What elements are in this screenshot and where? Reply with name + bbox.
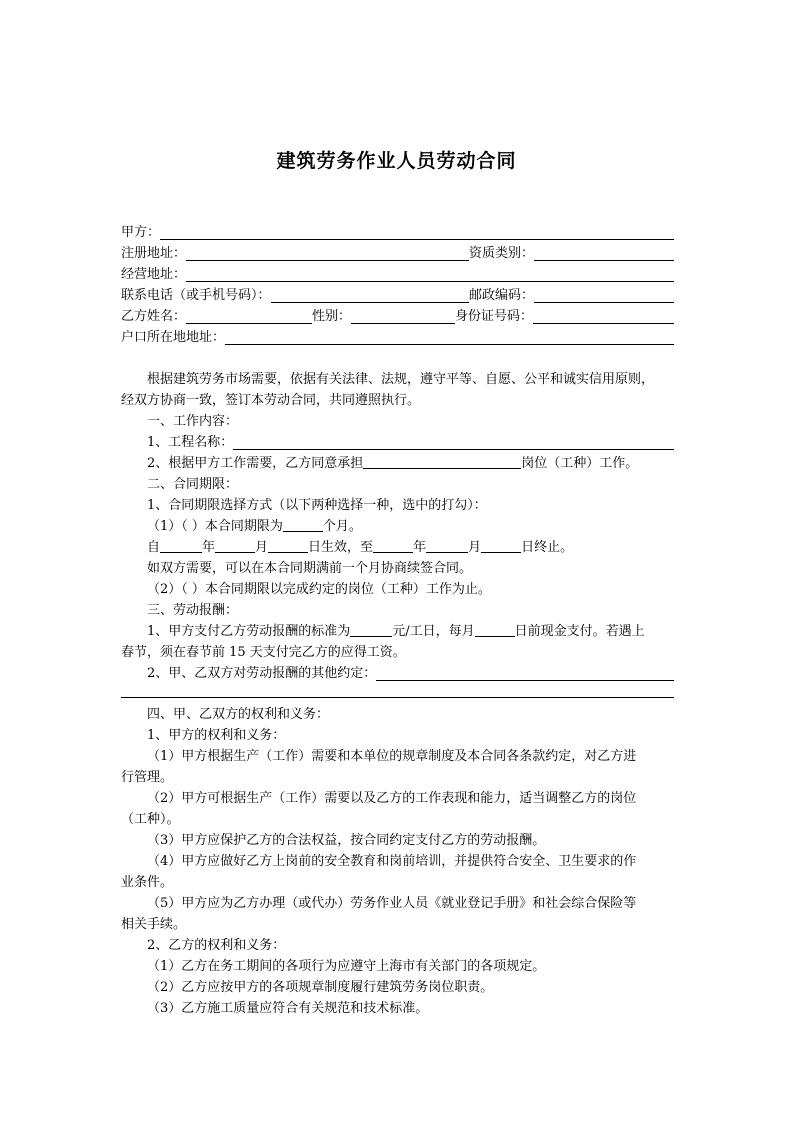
op-address-row	[121, 264, 674, 285]
pay-day-blank[interactable]	[475, 621, 515, 637]
b-clause-1: （1）乙方在务工期间的各项行为应遵守上海市有关部门的各项规定。	[147, 959, 546, 974]
page-title: 建筑劳务作业人员劳动合同	[276, 150, 517, 172]
pay-text-c: 日前现金支付。若遇上	[514, 624, 645, 639]
months-unit: 个月。	[322, 519, 362, 534]
a-clause-5-line-1: （5）甲方应为乙方办理（或代办）劳务作业人员《就业登记手册》和社会综合保险等	[147, 896, 637, 911]
from-label: 自	[147, 540, 161, 555]
pay-standard-row	[121, 621, 674, 642]
qualification-blank[interactable]	[534, 245, 674, 261]
postcode-label: 邮政编码：	[468, 288, 534, 303]
gender-label: 性别：	[312, 309, 352, 324]
section-4-heading: 四、甲、乙双方的权利和义务：	[147, 707, 330, 722]
term-option-2: （2）（ ）本合同期限以完成约定的岗位（工种）工作为止。	[147, 582, 491, 597]
post-row	[121, 453, 674, 474]
party-b-name-label: 乙方姓名：	[121, 309, 187, 324]
a-clause-1-line-2: 行管理。	[121, 770, 174, 785]
term-method: 1、合同期限选择方式（以下两种选择一种，选中的打勾）：	[147, 498, 487, 513]
pay-other-blank[interactable]	[376, 665, 674, 681]
reg-address-blank[interactable]	[186, 245, 469, 261]
reg-address-label: 注册地址：	[121, 246, 187, 261]
end-day-blank[interactable]	[481, 537, 521, 553]
pay-other-blank-line-2[interactable]	[121, 697, 674, 698]
start-year-blank[interactable]	[160, 537, 202, 553]
project-name-label: 1、工程名称：	[147, 435, 234, 450]
phone-row	[121, 285, 674, 306]
hukou-blank[interactable]	[225, 329, 674, 345]
postcode-blank[interactable]	[534, 287, 674, 303]
a-clause-4-line-2: 业条件。	[121, 875, 174, 890]
qualification-label: 资质类别：	[468, 246, 534, 261]
party-a-field	[121, 222, 674, 243]
party-a-blank[interactable]	[160, 224, 674, 240]
intro-line-1: 根据建筑劳务市场需要，依据有关法律、法规，遵守平等、自愿、公平和诚实信用原则，	[147, 372, 655, 387]
end-year-blank[interactable]	[373, 537, 413, 553]
end-label: 日终止。	[521, 540, 574, 555]
start-day-blank[interactable]	[268, 537, 308, 553]
year-label-1: 年	[202, 540, 216, 555]
post-text-a: 2、根据甲方工作需要，乙方同意承担	[147, 456, 364, 471]
a-clause-5-line-2: 相关手续。	[121, 917, 187, 932]
hukou-row	[121, 327, 674, 348]
start-month-blank[interactable]	[215, 537, 255, 553]
id-blank[interactable]	[533, 308, 674, 324]
a-clause-3: （3）甲方应保护乙方的合法权益，按合同约定支付乙方的劳动报酬。	[147, 833, 546, 848]
party-b-rights-heading: 2、乙方的权利和义务：	[147, 938, 286, 953]
term-option-1-text: （1）（ ）本合同期限为	[147, 519, 283, 534]
year-label-2: 年	[413, 540, 427, 555]
pay-other-label: 2、甲、乙双方对劳动报酬的其他约定：	[147, 666, 377, 681]
pay-standard-row-2: 春节，须在春节前 15 天支付完乙方的应得工资。	[121, 645, 406, 660]
a-clause-2-line-2: （工种）。	[121, 812, 180, 827]
post-blank[interactable]	[363, 453, 521, 469]
month-label-1: 月	[255, 540, 269, 555]
term-option-1	[121, 516, 674, 537]
a-clause-1-line-1: （1）甲方根据生产（工作）需要和本单位的规章制度及本合同各条款约定，对乙方进	[147, 749, 637, 764]
months-blank[interactable]	[283, 516, 323, 532]
gender-blank[interactable]	[351, 308, 455, 324]
post-text-b: 岗位（工种）工作。	[521, 456, 639, 471]
a-clause-2-line-1: （2）甲方可根据生产（工作）需要以及乙方的工作表现和能力，适当调整乙方的岗位	[147, 791, 637, 806]
id-label: 身份证号码：	[455, 309, 534, 324]
intro-line-2: 经双方协商一致，签订本劳动合同，共同遵照执行。	[121, 393, 421, 408]
project-name-row	[121, 432, 674, 453]
op-address-label: 经营地址：	[121, 267, 187, 282]
end-month-blank[interactable]	[426, 537, 468, 553]
party-b-name-blank[interactable]	[186, 308, 312, 324]
b-clause-2: （2）乙方应按甲方的各项规章制度履行建筑劳务岗位职责。	[147, 980, 494, 995]
b-clause-3: （3）乙方施工质量应符合有关规范和技术标准。	[147, 1001, 429, 1016]
phone-label: 联系电话（或手机号码）：	[121, 288, 271, 303]
section-3-heading: 三、劳动报酬：	[147, 603, 239, 618]
pay-other-row	[121, 663, 674, 684]
reg-address-row	[121, 243, 674, 264]
section-2-heading: 二、合同期限：	[147, 477, 239, 492]
pay-text-a: 1、甲方支付乙方劳动报酬的标准为	[147, 624, 351, 639]
party-a-label: 甲方：	[121, 225, 161, 240]
section-1-heading: 一、工作内容：	[147, 414, 239, 429]
party-b-row	[121, 306, 674, 327]
project-name-blank[interactable]	[233, 434, 674, 450]
date-range-row	[121, 537, 674, 558]
hukou-label: 户口所在地地址：	[121, 330, 226, 345]
op-address-blank[interactable]	[186, 266, 674, 282]
month-label-2: 月	[468, 540, 482, 555]
party-a-rights-heading: 1、甲方的权利和义务：	[147, 728, 286, 743]
phone-blank[interactable]	[271, 287, 469, 303]
pay-rate-blank[interactable]	[350, 621, 392, 637]
effective-label: 日生效，至	[308, 540, 374, 555]
pay-text-b: 元/工日，每月	[392, 624, 475, 639]
a-clause-4-line-1: （4）甲方应做好乙方上岗前的安全教育和岗前培训，并提供符合安全、卫生要求的作	[147, 854, 637, 869]
renew-text: 如双方需要，可以在本合同期满前一个月协商续签合同。	[147, 561, 473, 576]
